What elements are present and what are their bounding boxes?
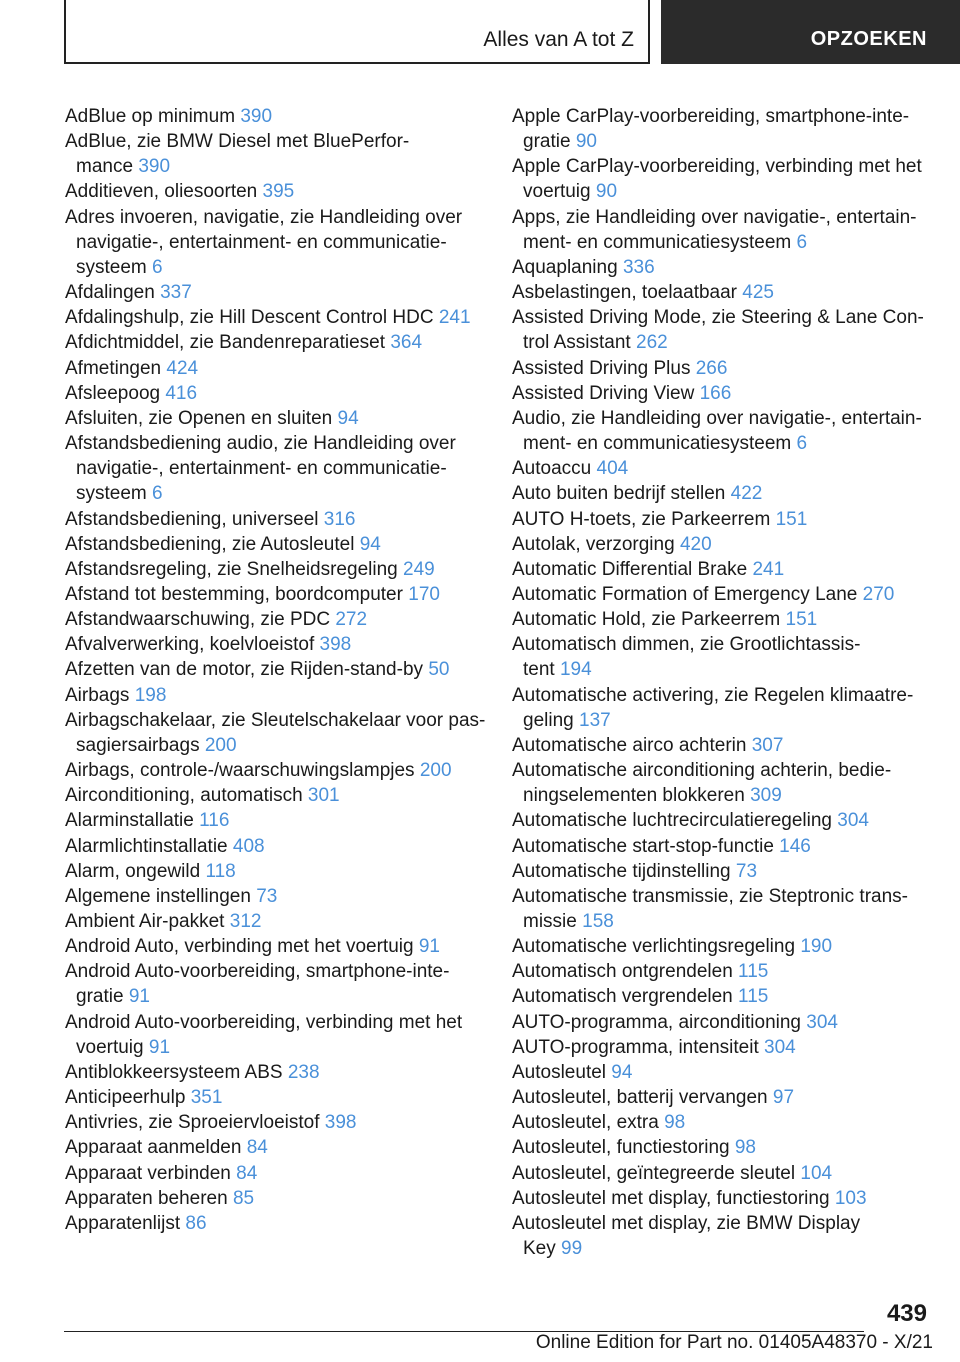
- entry-text: gratie: [76, 986, 124, 1008]
- page-link[interactable]: 307: [751, 734, 784, 756]
- page-link[interactable]: 94: [337, 407, 359, 429]
- page-link[interactable]: 118: [205, 860, 236, 882]
- index-entry: [65, 381, 485, 406]
- entry-text: Automatisch ontgrendelen: [512, 961, 733, 983]
- index-entry: [512, 984, 932, 1009]
- page-link[interactable]: 425: [742, 282, 774, 304]
- page-link[interactable]: 304: [764, 1036, 796, 1058]
- entry-text: Afstandsbediening, zie Autosleutel: [65, 533, 355, 555]
- entry-text: Autosleutel, geïntegreerde sleutel: [512, 1162, 796, 1184]
- index-entry: [512, 582, 932, 607]
- entry-text: Automatische start-stop-functie: [512, 835, 774, 857]
- page-link[interactable]: 166: [699, 382, 732, 404]
- entry-text: AUTO-programma, airconditioning: [512, 1011, 801, 1033]
- index-entry: [512, 758, 932, 808]
- entry-text: Aquaplaning: [512, 256, 618, 278]
- page-link[interactable]: 272: [335, 609, 368, 631]
- index-entry: [65, 356, 485, 381]
- entry-text: Automatisch dimmen, zie Grootlichtassis-: [512, 634, 861, 656]
- page-link[interactable]: 146: [779, 835, 811, 857]
- page-link[interactable]: 241: [752, 558, 785, 580]
- page-link[interactable]: 103: [834, 1187, 867, 1209]
- entry-text: Afdalingen: [65, 282, 155, 304]
- index-entry: [512, 481, 932, 506]
- entry-text: Airbags: [65, 684, 130, 706]
- page-link[interactable]: 390: [138, 156, 171, 178]
- index-entry: [65, 1110, 485, 1135]
- index-entry: [65, 280, 485, 305]
- index-entry: [512, 884, 932, 934]
- entry-text: Afmetingen: [65, 357, 162, 379]
- entry-text: Auto buiten bedrijf stellen: [512, 483, 726, 505]
- index-entry: [512, 808, 932, 833]
- index-entry: [65, 959, 485, 1009]
- index-entry: [512, 934, 932, 959]
- index-entry: [65, 507, 485, 532]
- index-entry: [512, 733, 932, 758]
- page-link[interactable]: 398: [324, 1112, 357, 1134]
- page-link[interactable]: 190: [800, 936, 833, 958]
- page-link[interactable]: 309: [750, 785, 782, 807]
- page-link[interactable]: 270: [862, 583, 895, 605]
- index-entry: [65, 783, 485, 808]
- page-link[interactable]: 137: [579, 709, 611, 731]
- entry-text: Autosleutel met display, functiestoring: [512, 1187, 830, 1209]
- index-entry: [512, 859, 932, 884]
- page-link[interactable]: 98: [664, 1112, 686, 1134]
- page-link[interactable]: 304: [837, 810, 869, 832]
- entry-text: Antiblokkeersysteem ABS: [65, 1061, 283, 1083]
- entry-text: Afdichtmiddel, zie Bandenreparatieset: [65, 332, 386, 354]
- index-entry: [512, 607, 932, 632]
- index-entry: [65, 582, 485, 607]
- entry-text: voertuig: [523, 181, 591, 203]
- section-title: Alles van A tot Z: [483, 28, 634, 51]
- page-link[interactable]: 424: [166, 357, 199, 379]
- index-entry: [512, 305, 932, 355]
- index-entry: [512, 959, 932, 984]
- page-link[interactable]: 73: [735, 860, 758, 882]
- entry-text: Apparaat aanmelden: [65, 1137, 242, 1159]
- page-link[interactable]: 91: [418, 936, 440, 958]
- entry-text: Airbags, controle-/waarschuwingslampjes: [65, 760, 415, 782]
- entry-text: gratie: [523, 131, 571, 153]
- index-entry: [65, 104, 485, 129]
- index-entry: [65, 305, 485, 330]
- index-entry: [512, 1110, 932, 1135]
- page-link[interactable]: 98: [734, 1137, 756, 1159]
- page-link[interactable]: 91: [148, 1036, 171, 1058]
- opzoeken-tab[interactable]: [661, 0, 960, 64]
- index-entry: [512, 154, 932, 204]
- index-entry: [512, 1135, 932, 1160]
- entry-text: mance: [76, 156, 134, 178]
- page-link[interactable]: 84: [236, 1162, 258, 1184]
- index-entry: [65, 632, 485, 657]
- index-entry: [65, 683, 485, 708]
- page-link[interactable]: 116: [199, 810, 230, 832]
- index-entry: [65, 1211, 485, 1236]
- page-link[interactable]: 404: [596, 458, 629, 480]
- entry-text: Alarmlichtinstallatie: [65, 835, 228, 857]
- entry-text: Afsleepoog: [65, 382, 161, 404]
- page-header: [0, 0, 960, 66]
- entry-text: Antivries, zie Sproeiervloeistof: [65, 1112, 320, 1134]
- entry-text: Apple CarPlay-voorbereiding, smartphone-inte-: [512, 106, 910, 127]
- page-link[interactable]: 398: [319, 634, 352, 656]
- index-entry: [512, 1035, 932, 1060]
- page-link[interactable]: 151: [775, 508, 808, 530]
- page-link[interactable]: 6: [152, 483, 163, 505]
- index-entry: [512, 1186, 932, 1211]
- entry-text: Automatische activering, zie Regelen klimaatre-: [512, 684, 914, 706]
- index-entry: [512, 104, 932, 154]
- index-entry: [65, 708, 485, 758]
- index-entry: [65, 808, 485, 833]
- entry-text: Assisted Driving Plus: [512, 357, 691, 379]
- index-entry: [512, 1085, 932, 1110]
- entry-text: ningselementen blokkeren: [523, 785, 745, 807]
- entry-text: Adres invoeren, navigatie, zie Handleiding over: [65, 206, 463, 228]
- index-entry: [65, 758, 485, 783]
- entry-text: Automatic Formation of Emergency Lane: [512, 583, 858, 605]
- entry-text: Apple CarPlay-voorbereiding, verbinding met het: [512, 156, 922, 178]
- page-link[interactable]: 115: [738, 961, 769, 983]
- page-link[interactable]: 198: [134, 684, 167, 706]
- page-link[interactable]: 151: [785, 609, 818, 631]
- index-entry: [65, 1135, 485, 1160]
- page-link[interactable]: 266: [695, 357, 728, 379]
- index-entry: [65, 909, 485, 934]
- entry-text: systeem: [76, 483, 147, 505]
- page-link[interactable]: 115: [738, 986, 769, 1008]
- entry-text: Afzetten van de motor, zie Rijden-stand-by: [65, 659, 424, 681]
- page-number: 439: [886, 1300, 927, 1327]
- index-entry: [65, 431, 485, 506]
- index-entry: [512, 683, 932, 733]
- index-entry: [65, 330, 485, 355]
- index-entry: [512, 1060, 932, 1085]
- page-link[interactable]: 420: [679, 533, 712, 555]
- page-link[interactable]: 364: [390, 332, 423, 354]
- entry-text: Automatic Hold, zie Parkeerrem: [512, 609, 781, 631]
- entry-text: Ambient Air-pakket: [65, 911, 225, 932]
- index-entry: [512, 1161, 932, 1186]
- entry-text: Alarm, ongewild: [65, 860, 201, 882]
- entry-text: Automatic Differential Brake: [512, 558, 748, 580]
- index-entry: [65, 129, 485, 179]
- page-link[interactable]: 238: [287, 1061, 320, 1083]
- index-entry: [512, 1010, 932, 1035]
- entry-text: missie: [523, 911, 577, 932]
- page-link[interactable]: 94: [611, 1061, 633, 1083]
- entry-text: Afsluiten, zie Openen en sluiten: [65, 407, 333, 429]
- index-entry: [512, 205, 932, 255]
- entry-text: Assisted Driving View: [512, 382, 695, 404]
- entry-text: ment- en communicatiesysteem: [523, 433, 792, 455]
- index-entry: [512, 255, 932, 280]
- entry-text: AdBlue, zie BMW Diesel met BluePerfor-: [65, 131, 410, 153]
- page-link[interactable]: 170: [408, 583, 440, 605]
- index-column-right: [512, 104, 932, 1261]
- entry-text: Algemene instellingen: [65, 885, 251, 907]
- entry-text: Automatische airconditioning achterin, bedie-: [512, 760, 892, 782]
- index-entry: [65, 406, 485, 431]
- entry-text: Autosleutel, batterij vervangen: [512, 1087, 768, 1109]
- index-entry: [65, 1161, 485, 1186]
- page-link[interactable]: 73: [256, 885, 278, 907]
- entry-text: Autosleutel: [512, 1061, 607, 1083]
- index-entry: [512, 280, 932, 305]
- page-link[interactable]: 85: [232, 1187, 255, 1209]
- page-link[interactable]: 6: [152, 256, 163, 278]
- entry-text: Automatische tijdinstelling: [512, 860, 731, 882]
- index-entry: [65, 205, 485, 280]
- entry-text: navigatie-, entertainment- en communicatie-: [76, 231, 447, 253]
- page-link[interactable]: 262: [636, 332, 668, 354]
- page-link[interactable]: 194: [559, 659, 592, 681]
- entry-text: Apps, zie Handleiding over navigatie-, entertain-: [512, 206, 917, 228]
- index-entry: [512, 507, 932, 532]
- entry-text: AUTO H-toets, zie Parkeerrem: [512, 508, 771, 530]
- index-entry: [512, 381, 932, 406]
- entry-text: Android Auto-voorbereiding, verbinding met het: [65, 1011, 463, 1033]
- index-entry: [65, 834, 485, 859]
- index-entry: [512, 632, 932, 682]
- entry-text: Airbagschakelaar, zie Sleutelschakelaar voor pas-: [65, 709, 486, 731]
- index-entry: [65, 934, 485, 959]
- index-entry: [65, 884, 485, 909]
- index-entry: [512, 557, 932, 582]
- entry-text: AUTO-programma, intensiteit: [512, 1036, 759, 1058]
- page-link[interactable]: 337: [160, 282, 192, 304]
- entry-text: Apparaten beheren: [65, 1187, 228, 1209]
- index-entry: [65, 1085, 485, 1110]
- page-link[interactable]: 304: [806, 1011, 838, 1033]
- index-entry: [65, 532, 485, 557]
- entry-text: systeem: [76, 256, 147, 278]
- index-entry: [65, 1010, 485, 1060]
- entry-text: Key: [523, 1238, 556, 1260]
- page-link[interactable]: 416: [165, 382, 198, 404]
- index-entry: [512, 532, 932, 557]
- entry-text: Autolak, verzorging: [512, 533, 675, 555]
- entry-text: Afstandsbediening, universeel: [65, 508, 319, 530]
- index-entry: [512, 406, 932, 456]
- page-link[interactable]: 395: [262, 181, 295, 203]
- page-link[interactable]: 390: [240, 106, 273, 127]
- page-link[interactable]: 241: [438, 307, 471, 329]
- index-entry: [65, 557, 485, 582]
- page-link[interactable]: 6: [796, 231, 808, 253]
- entry-text: Automatische transmissie, zie Steptronic trans-: [512, 885, 908, 907]
- index-entry: [512, 834, 932, 859]
- page-link[interactable]: 200: [204, 734, 237, 756]
- entry-text: Android Auto-voorbereiding, smartphone-inte-: [65, 961, 450, 983]
- section-header-box: [64, 0, 650, 64]
- entry-text: Afstandsbediening audio, zie Handleiding over: [65, 433, 456, 455]
- entry-text: sagiersairbags: [76, 734, 200, 756]
- page-link[interactable]: 316: [323, 508, 356, 530]
- entry-text: Assisted Driving Mode, zie Steering & Lane Con-: [512, 307, 924, 329]
- entry-text: Afdalingshulp, zie Hill Descent Control HDC: [65, 307, 434, 329]
- page-link[interactable]: 158: [582, 911, 614, 932]
- entry-text: Additieven, oliesoorten: [65, 181, 258, 203]
- entry-text: Apparaat verbinden: [65, 1162, 231, 1184]
- entry-text: Automatische airco achterin: [512, 734, 747, 756]
- index-entry: [512, 1211, 932, 1261]
- entry-text: Automatisch vergrendelen: [512, 986, 733, 1008]
- entry-text: Afstandwaarschuwing, zie PDC: [65, 609, 331, 631]
- entry-text: ment- en communicatiesysteem: [523, 231, 792, 253]
- opzoeken-tab-label: OPZOEKEN: [810, 28, 927, 50]
- entry-text: trol Assistant: [523, 332, 631, 354]
- entry-text: Autosleutel met display, zie BMW Display: [512, 1212, 861, 1234]
- page-link[interactable]: 104: [800, 1162, 833, 1184]
- index-entry: [65, 859, 485, 884]
- page-link[interactable]: 94: [359, 533, 381, 555]
- page-link[interactable]: 90: [595, 181, 618, 203]
- entry-text: Audio, zie Handleiding over navigatie-, entertain-: [512, 407, 922, 429]
- entry-text: Asbelastingen, toelaatbaar: [512, 282, 737, 304]
- page-link[interactable]: 97: [772, 1087, 795, 1109]
- entry-text: Autoaccu: [512, 458, 592, 480]
- index-entry: [512, 456, 932, 481]
- index-entry: [65, 607, 485, 632]
- entry-text: Autosleutel, functiestoring: [512, 1137, 730, 1159]
- entry-text: Automatische verlichtingsregeling: [512, 936, 796, 958]
- page-link[interactable]: 84: [246, 1137, 268, 1159]
- page-link[interactable]: 90: [575, 131, 597, 153]
- index-entry: [65, 179, 485, 204]
- index-entry: [65, 657, 485, 682]
- entry-text: Alarminstallatie: [65, 810, 194, 832]
- entry-text: Afvalverwerking, koelvloeistof: [65, 634, 315, 656]
- index-entry: [512, 356, 932, 381]
- index-column-left: [65, 104, 485, 1236]
- page-link[interactable]: 301: [307, 785, 340, 807]
- index-entry: [65, 1186, 485, 1211]
- page-link[interactable]: 249: [403, 558, 435, 580]
- entry-text: Afstand tot bestemming, boordcomputer: [65, 583, 403, 605]
- page-link[interactable]: 312: [229, 911, 262, 932]
- entry-text: geling: [523, 709, 574, 731]
- entry-text: Android Auto, verbinding met het voertuig: [65, 936, 414, 958]
- entry-text: Airconditioning, automatisch: [65, 785, 303, 807]
- page-link[interactable]: 408: [232, 835, 265, 857]
- page-link[interactable]: 50: [428, 659, 450, 681]
- page-link[interactable]: 351: [190, 1087, 223, 1109]
- page-link[interactable]: 422: [730, 483, 763, 505]
- entry-text: tent: [523, 659, 555, 681]
- entry-text: Apparatenlijst: [65, 1212, 181, 1234]
- entry-text: Autosleutel, extra: [512, 1112, 659, 1134]
- page-link[interactable]: 91: [128, 986, 150, 1008]
- entry-text: navigatie-, entertainment- en communicatie-: [76, 458, 447, 480]
- page-link[interactable]: 200: [419, 760, 452, 782]
- entry-text: Afstandsregeling, zie Snelheidsregeling: [65, 558, 398, 580]
- footer-edition: Online Edition for Part no. 01405A48370 - X/21: [535, 1332, 933, 1353]
- entry-text: voertuig: [76, 1036, 144, 1058]
- page-link[interactable]: 99: [561, 1238, 583, 1260]
- entry-text: Anticipeerhulp: [65, 1087, 186, 1109]
- index-entry: [65, 1060, 485, 1085]
- entry-text: Automatische luchtrecirculatieregeling: [512, 810, 832, 832]
- page-link[interactable]: 336: [622, 256, 655, 278]
- page-link[interactable]: 6: [796, 433, 808, 455]
- entry-text: AdBlue op minimum: [65, 106, 236, 127]
- page-link[interactable]: 86: [185, 1212, 207, 1234]
